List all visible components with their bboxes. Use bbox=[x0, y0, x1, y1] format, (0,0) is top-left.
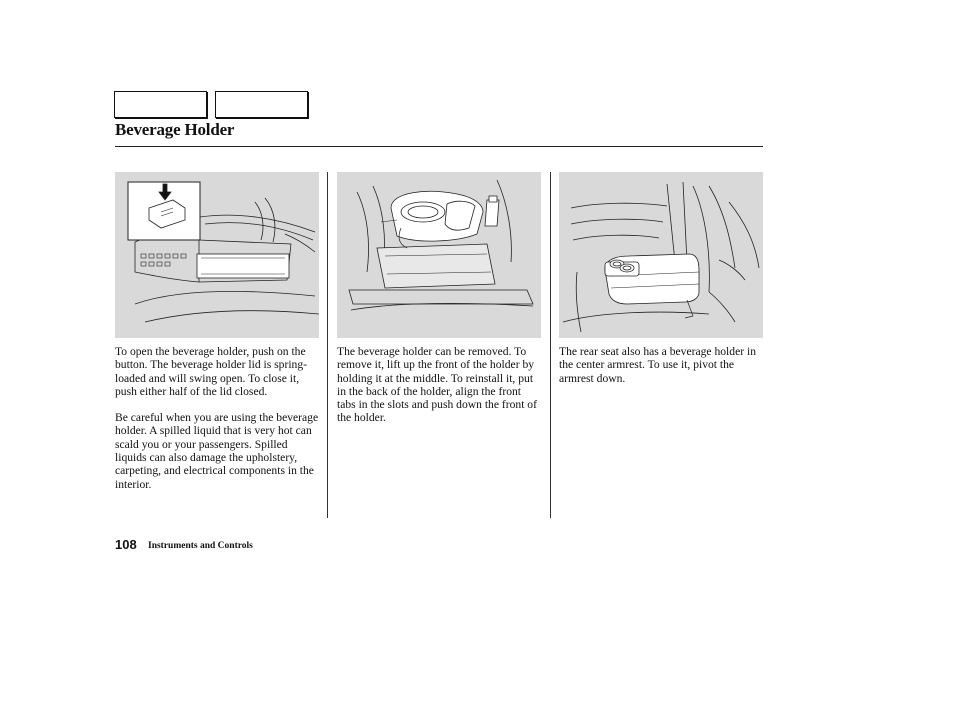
paragraph-remove-instructions: The beverage holder can be removed. To remove it, lift up the front of the holder by holding it at the middle. To reinstall it, put in the back of the holder, align the front tabs in the slots and push down the front of the holder. bbox=[337, 345, 537, 425]
paragraph-spill-warning: Be careful when you are using the beverage holder. A spilled liquid that is very hot can scald you or your passengers. Spilled liquids can also damage the upholstery, carpeting, and electrical components in the interior. bbox=[115, 411, 319, 491]
column-divider-1 bbox=[327, 172, 328, 518]
text-column-3 bbox=[559, 345, 764, 398]
page-number: 108 bbox=[115, 537, 137, 552]
title-rule bbox=[115, 146, 763, 147]
removable-holder-illustration bbox=[337, 172, 541, 338]
paragraph-open-instructions: To open the beverage holder, push on the button. The beverage holder lid is spring-loaded and will swing open. To close it, push either half of the lid closed. bbox=[115, 345, 308, 398]
nav-tab-box-2[interactable] bbox=[215, 91, 308, 118]
text-column-2 bbox=[337, 345, 542, 438]
rear-armrest-holder-illustration bbox=[559, 172, 763, 338]
section-name: Instruments and Controls bbox=[148, 541, 253, 551]
page-title: Beverage Holder bbox=[115, 120, 235, 139]
console-beverage-holder-illustration bbox=[115, 172, 319, 338]
text-column-1 bbox=[115, 345, 320, 504]
paragraph-rear-seat: The rear seat also has a beverage holder in the center armrest. To use it, pivot the armrest down. bbox=[559, 345, 756, 385]
column-divider-2 bbox=[550, 172, 551, 518]
nav-tab-box-1[interactable] bbox=[114, 91, 207, 118]
